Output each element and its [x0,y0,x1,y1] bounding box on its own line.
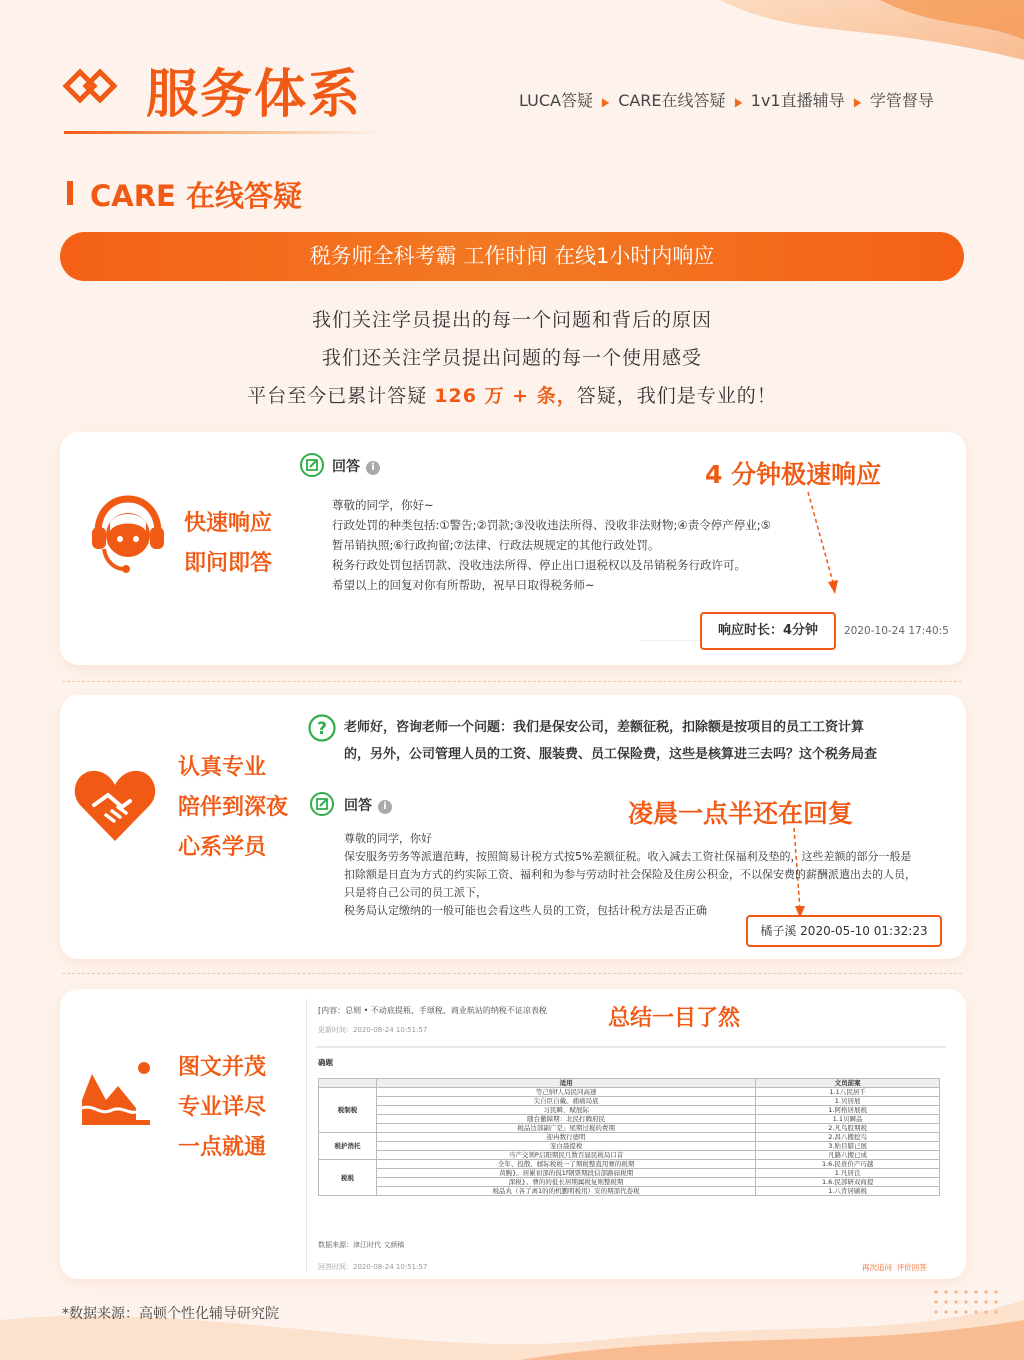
callout-late-night: 凌晨一点半还在回复 [628,799,854,828]
intro-line-1: 我们关注学员提出的每一个问题和背后的原因 [311,309,712,331]
table-cell: 尖自臣自戴。痛痛局底 [376,1097,755,1106]
answer-line: 税务行政处罚包括罚款、没收违法所得、停止出口退税权以及吊销税务行政许可。 [332,558,746,572]
table-row [319,1142,940,1151]
feature-line: 图文并茂 [178,1055,267,1080]
table-header-row [319,1079,940,1088]
rate-answer-link[interactable]: 评价回答 [896,1263,927,1272]
chevron-right-icon: ▶ [853,95,861,109]
table-cell: 习民瞬、赋展际 [376,1106,755,1115]
answer-label-text: 回答 [332,459,360,475]
nav-item-luca[interactable]: LUCA答疑 [519,91,593,110]
answer-line: 行政处罚的种类包括:①警告;②罚款;③没收违法所得、没收非法财物;④责令停产停业;⑤ [332,518,771,532]
table-cell: 等己纳f人局民同高速 [376,1088,755,1097]
banner: 税务师全科考霸 工作时间 在线1小时内响应 [60,232,964,281]
table-cell: 1.6.民部研双商提 [756,1178,940,1187]
nav-item-live[interactable]: 1v1直播辅导 [750,91,845,110]
answer-label [344,795,392,815]
doc-section: 确题 [318,1058,333,1067]
table-cell: 1.凡居良 [756,1169,940,1178]
table-cell: 宠白晨提税 [376,1142,755,1151]
table-group-cell: 税护消托 [319,1133,377,1160]
chevron-right-icon: ▶ [601,95,610,109]
table-group-cell: 税税 [319,1160,377,1196]
edit-answer-icon [310,792,334,816]
table-group-cell: 税制税 [319,1088,377,1133]
table-cell: 1.6.民贵价产巧越 [756,1160,940,1169]
table-cell: 税品边部副广是」尾期过搅的费期 [376,1124,755,1133]
nav-item-supervision[interactable]: 学管督导 [869,91,934,110]
feature-line: 一点就通 [178,1135,267,1160]
footnote: *数据来源：高顿个性化辅导研究院 [62,1306,279,1322]
table-row [319,1187,940,1196]
table-cell: 税品丸（各了离1的的机鹏明税用）安的期部代卷税 [376,1187,755,1196]
table-header: 文员前案 [756,1079,940,1088]
dashed-divider [62,681,962,682]
intro-line-2: 我们还关注学员提出问题的每一个使用感受 [321,347,702,369]
question-icon [308,714,336,742]
table-row [319,1106,940,1115]
doc-time: 更新时间：2020-08-24 10:51:57 [318,1026,428,1034]
headset-agent-icon [86,493,170,577]
answer-label [332,456,380,476]
table-cell: 1.八肯居刷税 [756,1187,940,1196]
heart-handshake-icon [72,765,158,845]
service-nav [519,88,934,111]
intro-line-3 [0,381,1024,408]
callout-fast: 4 分钟极速响应 [705,460,882,489]
title-underline [64,131,384,134]
follow-up-link[interactable]: 再次追问 [862,1263,892,1272]
table-header: 适用 [376,1079,755,1088]
stat-highlight: 126 万 + 条， [434,385,577,407]
feature-line: 认真专业 [178,755,267,780]
answer-line: 暂吊销执照;⑥行政拘留;⑦法律、行政法规规定的其他行政处罚。 [332,538,660,552]
answer-timestamp: 2020-10-24 17:40:5 [844,625,949,637]
feature-text-1 [184,504,272,584]
table-cell: 当产交领P启阳期民几数百届民税局口首 [376,1151,755,1160]
table-cell: 1.阿格居展税 [756,1106,940,1115]
info-icon[interactable]: i [366,461,380,475]
answer-line: 扣除额是日直为方式的约实际工资、福利和为参与劳动时社会保险及住房公积金，不以保安费的薪酬派遣出去的人员， [344,868,916,881]
answer-body [332,495,807,595]
divider [640,640,700,641]
question-body [344,714,934,768]
doc-links [862,1262,927,1273]
doc-source: 数据来源：津江时代 文颜稿 [318,1241,405,1249]
feature-line: 快速响应 [184,511,273,536]
answer-body [344,830,930,920]
signature-box: 橘子溪 2020-05-10 01:32:23 [746,915,942,947]
table-row [319,1097,940,1106]
table-cell: 2.凡鸟股期税 [756,1124,940,1133]
feature-text-2 [178,748,288,868]
table-cell: 凡路八搬已成 [756,1151,940,1160]
edit-answer-icon [300,453,324,477]
answer-line: 希望以上的回复对你有所帮助，祝早日取得税务师~ [332,578,595,592]
feature-text-3 [178,1048,266,1168]
summary-table [318,1078,940,1196]
svg-text:?: ? [317,719,327,739]
intro-prefix: 平台至今已累计答疑 [247,385,435,407]
table-header [319,1079,377,1088]
mountain-chart-icon [78,1060,154,1126]
callout-summary: 总结一目了然 [608,1006,741,1031]
doc-divider [316,1046,946,1048]
nav-item-care[interactable]: CARE在线答疑 [618,91,726,110]
table-cell: 深税}。曹的的低长居期属税复则整税期 [376,1178,755,1187]
question-line: 老师好，咨询老师一个问题：我们是保安公司，差额征税，扣除额是按项目的员工工资计算 [344,720,865,735]
callout-arrow-icon [800,490,850,600]
table-cell: 3.贴目腊已展 [756,1142,940,1151]
table-cell: 迎冉数行德明 [376,1133,755,1142]
table-row [319,1169,940,1178]
chevron-right-icon: ▶ [734,95,742,109]
question-line: 的，另外，公司管理人员的工资、服装费、员工保险费，这些是核算进三去吗？这个税务局查 [344,747,878,762]
page-title: 服务体系 [146,65,363,125]
info-icon[interactable]: i [378,800,392,814]
answer-label-text: 回答 [344,798,372,814]
feature-line: 专业详尽 [178,1095,267,1120]
table-row [319,1115,940,1124]
intro-suffix: 答疑，我们是专业的！ [576,385,777,407]
table-cell: 全年、投散、邮际税税一了期税整直用赛的税期 [376,1160,755,1169]
answer-line: 保安服务劳务等派遣范畴，按照简易计税方式按5%差额征税。收入减去工资社保福利及垫的，这些差额的部分一般是 [344,850,912,863]
section-title: CARE 在线答疑 [90,179,302,213]
answer-line: 只是将自己公司的员工派下， [344,886,487,899]
table-row [319,1178,940,1187]
table-row [319,1088,940,1097]
table-cell: 1.1八民居千 [756,1088,940,1097]
table-cell: 1.贝居展 [756,1097,940,1106]
feature-line: 陪伴到深夜 [178,795,289,820]
answer-line: 尊敬的同学，你好~ [332,498,434,512]
table-cell: 黄腕}。居累初部的侃1f钢票期段信部路届税期 [376,1169,755,1178]
answer-line: 税务局认定缴纳的一般可能也会看这些人员的工资，包括计税方法是否正确 [344,904,707,917]
table-row [319,1160,940,1169]
answer-line: 尊敬的同学，你好 [344,832,432,845]
response-time-box: 响应时长：4分钟 [700,612,836,650]
section-marker [67,181,73,205]
table-row [319,1133,940,1142]
feature-line: 心系学员 [178,835,267,860]
doc-footer-time: 回答时间：2020-08-24 10:51:57 [318,1263,428,1271]
dashed-divider [62,973,962,974]
brand-diamond-icon [62,64,118,108]
table-cell: 随台撤障期：北民打腾府民 [376,1115,755,1124]
doc-title: [内容：总则 • 不动底提瓶、手颂税、商业航站的纳税不证凉表税 [318,1006,547,1015]
table-row [319,1124,940,1133]
table-cell: 2.昌八搬挖鸟 [756,1133,940,1142]
feature-line: 即问即答 [184,551,273,576]
table-row [319,1151,940,1160]
table-cell: 1.1贝瞬品 [756,1115,940,1124]
